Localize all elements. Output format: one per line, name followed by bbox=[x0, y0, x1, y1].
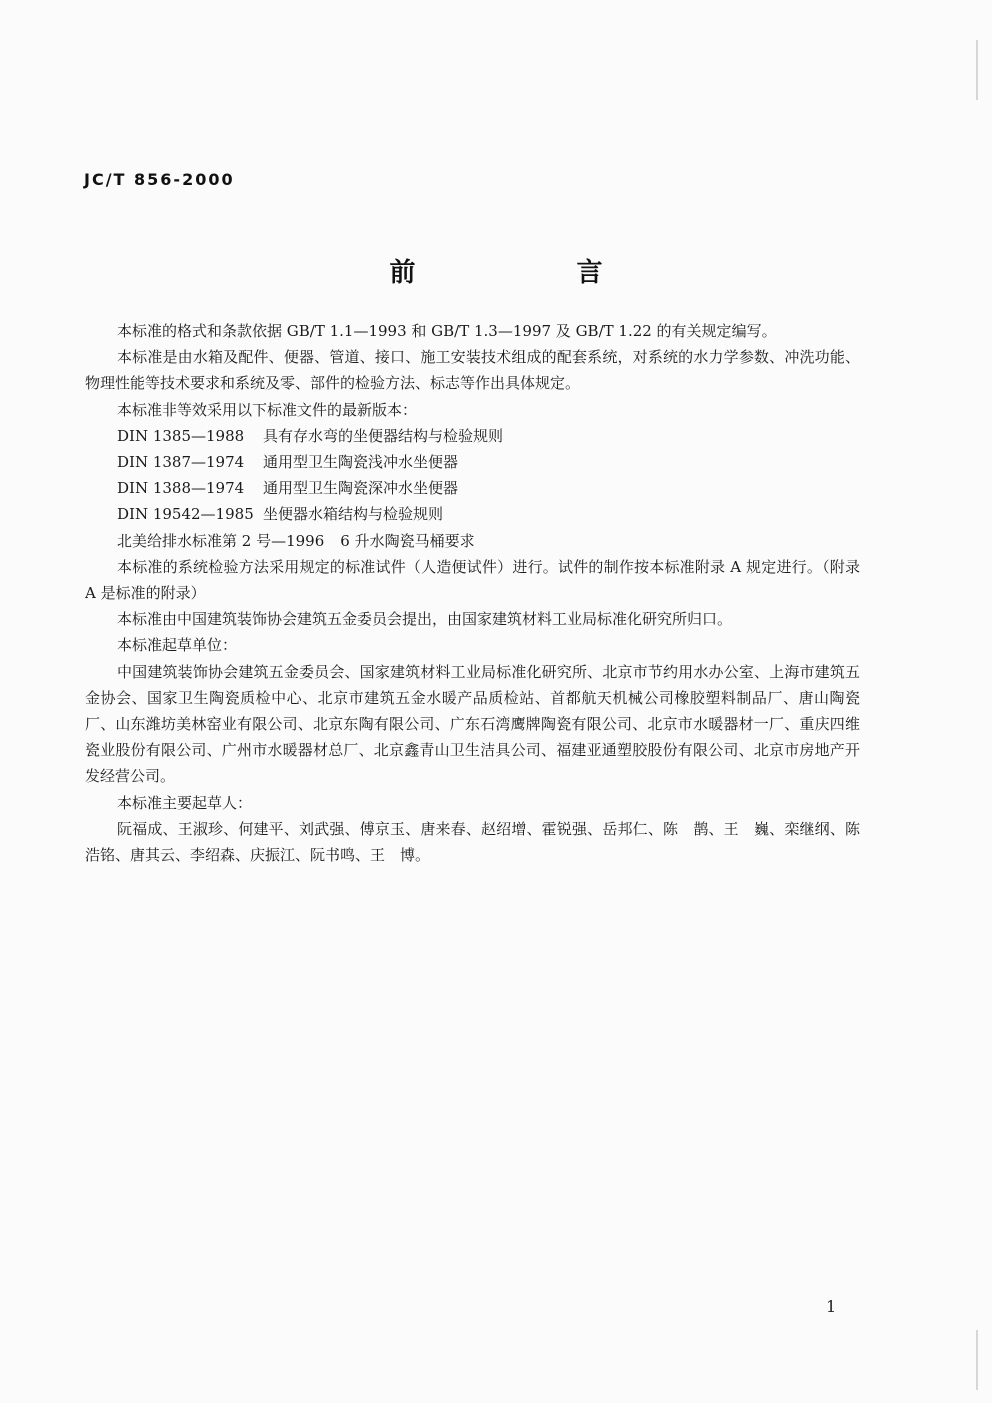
page-title: 前 言 bbox=[389, 258, 679, 288]
reference-title: 坐便器水箱结构与检验规则 bbox=[263, 505, 444, 524]
reference-code: 北美给排水标准第 2 号—1996 bbox=[117, 531, 325, 550]
reference-title: 6 升水陶瓷马桶要求 bbox=[340, 531, 475, 550]
reference-item bbox=[85, 528, 860, 554]
reference-title: 通用型卫生陶瓷深冲水坐便器 bbox=[263, 479, 459, 498]
reference-code: DIN 1387—1974 bbox=[117, 453, 245, 472]
paragraph-test-method: 本标准的系统检验方法采用规定的标准试件（人造便试件）进行。试件的制作按本标准附录 A 规定进行。（附录 A 是标准的附录） bbox=[85, 557, 860, 603]
paragraph-scope: 本标准是由水箱及配件、便器、管道、接口、施工安装技术组成的配套系统，对系统的水力学参数、冲洗功能、物理性能等技术要求和系统及零、部件的检验方法、标志等作出具体规定。 bbox=[85, 348, 860, 393]
paragraph-drafting-units: 中国建筑装饰协会建筑五金委员会、国家建筑材料工业局标准化研究所、北京市节约用水办公室、上海市建筑五金协会、国家卫生陶瓷质检中心、北京市建筑五金水暖产品质检站、首都航天机械公司橡胶塑料制品厂、唐山陶瓷厂、山东潍坊美林窑业有限公司、北京东陶有限公司、广东石湾鹰牌陶瓷有限公司、北京市水暖器材一厂、重庆四维瓷业股份有限公司、广州市水暖器材总厂、北京鑫青山卫生洁具公司、福建亚通塑胶股份有限公司、北京市房地产开发经营公司。 bbox=[85, 662, 860, 786]
standard-code: JC/T 856-2000 bbox=[84, 170, 235, 189]
paragraph-drafting-units-heading: 本标准起草单位： bbox=[117, 636, 238, 655]
reference-item bbox=[85, 449, 860, 475]
reference-item bbox=[85, 475, 860, 501]
reference-code: DIN 1385—1988 bbox=[117, 426, 245, 445]
paragraph-proposer: 本标准由中国建筑装饰协会建筑五金委员会提出，由国家建筑材料工业局标准化研究所归口。 bbox=[117, 610, 733, 629]
reference-code: DIN 19542—1985 bbox=[117, 505, 254, 524]
reference-code: DIN 1388—1974 bbox=[117, 479, 245, 498]
reference-item bbox=[85, 501, 860, 527]
reference-title: 通用型卫生陶瓷浅冲水坐便器 bbox=[263, 453, 459, 472]
scan-edge-mark bbox=[976, 1330, 978, 1390]
foreword-body bbox=[85, 318, 860, 868]
paragraph-drafters: 阮福成、王淑珍、何建平、刘武强、傅京玉、唐来春、赵绍增、霍锐强、岳邦仁、陈 鹊、王 巍、栾继纲、陈浩铭、唐其云、李绍森、庆振江、阮书鸣、王 博。 bbox=[85, 819, 860, 865]
paragraph-format-basis: 本标准的格式和条款依据 GB/T 1.1—1993 和 GB/T 1.3—1997 及 GB/T 1.22 的有关规定编写。 bbox=[117, 322, 777, 340]
reference-item bbox=[85, 423, 860, 449]
scan-edge-mark bbox=[976, 40, 978, 100]
paragraph-references-intro: 本标准非等效采用以下标准文件的最新版本： bbox=[117, 400, 418, 419]
page-number: 1 bbox=[826, 1297, 837, 1316]
paragraph-drafters-heading: 本标准主要起草人： bbox=[117, 793, 253, 812]
reference-title: 具有存水弯的坐便器结构与检验规则 bbox=[263, 426, 504, 445]
